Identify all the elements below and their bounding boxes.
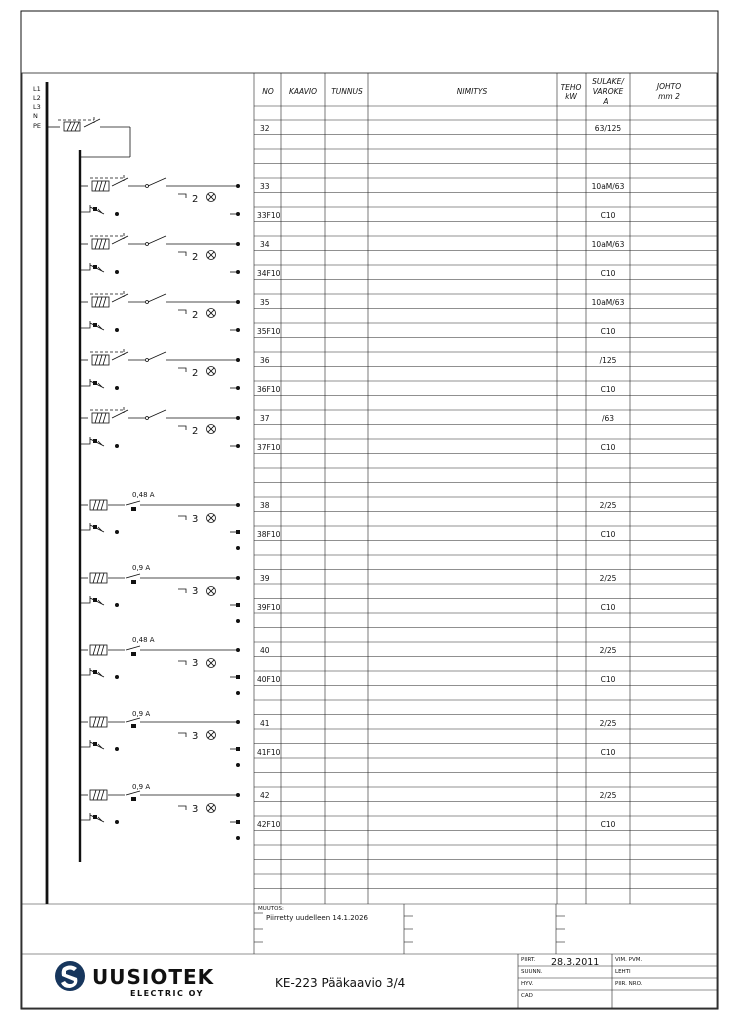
piir-nro-label: PIIR. NRO. [615, 981, 643, 987]
row-sulake: C10 [600, 820, 616, 829]
vim-pvm-label: VIM. PVM. [615, 957, 643, 963]
phase-count: 3 [192, 731, 199, 742]
row-sulake: 10aM/63 [591, 240, 625, 249]
piirt-label: PIIRT. [521, 957, 536, 963]
row-no: 35F10 [257, 327, 281, 336]
row-no: 40F10 [257, 675, 281, 684]
row-no: 38 [260, 501, 270, 510]
row-sulake: C10 [600, 211, 616, 220]
circuit-diagram [80, 175, 240, 840]
bus-label-pe: PE [33, 122, 42, 130]
row-sulake: C10 [600, 675, 616, 684]
header-varoke: VAROKE [592, 87, 624, 96]
row-no: 42 [260, 791, 270, 800]
row-no: 41F10 [257, 748, 281, 757]
suunn-label: SUUNN. [521, 969, 543, 975]
header-kaavio: KAAVIO [288, 87, 318, 96]
row-sulake: 10aM/63 [591, 298, 625, 307]
row-no: 33F10 [257, 211, 281, 220]
bus-label-l1: L1 [33, 85, 41, 93]
row-no: 32 [260, 124, 270, 133]
company-logo [55, 961, 215, 998]
phase-count: 3 [192, 804, 199, 815]
row-sulake: C10 [600, 443, 616, 452]
row-no: 35 [260, 298, 270, 307]
header-johto: JOHTO [656, 82, 682, 91]
company-subname: ELECTRIC OY [130, 989, 204, 998]
current-label: 0,9 A [132, 710, 151, 718]
current-labels [132, 491, 155, 791]
row-no: 39 [260, 574, 270, 583]
row-sulake: 63/125 [594, 124, 622, 133]
header-sulake: SULAKE/ [592, 77, 624, 86]
row-sulake: 10aM/63 [591, 182, 625, 191]
current-label: 0,48 A [132, 636, 155, 644]
muutos-section [22, 904, 717, 954]
phase-count: 2 [192, 252, 199, 263]
drawing-title: KE-223 Pääkaavio 3/4 [275, 976, 406, 990]
row-no: 33 [260, 182, 270, 191]
header-no: NO [262, 87, 274, 96]
row-sulake: C10 [600, 269, 616, 278]
row-no: 36F10 [257, 385, 281, 394]
row-no: 34F10 [257, 269, 281, 278]
lehti-label: LEHTI [615, 969, 631, 975]
hyv-label: HYV. [521, 981, 534, 987]
row-sulake: C10 [600, 530, 616, 539]
phase-count: 3 [192, 514, 199, 525]
company-logo-icon [55, 961, 85, 991]
row-no: 37F10 [257, 443, 281, 452]
muutos-label: MUUTOS: [258, 906, 284, 912]
row-no: 34 [260, 240, 270, 249]
row-no: 40 [260, 646, 270, 655]
header-johto-unit: mm 2 [658, 92, 680, 101]
current-label: 0,9 A [132, 564, 151, 572]
bus-label-l3: L3 [33, 103, 41, 111]
phase-count: 3 [192, 586, 199, 597]
phase-count: 2 [192, 310, 199, 321]
row-sulake: /125 [599, 356, 617, 365]
header-tunnus: TUNNUS [331, 87, 363, 96]
phase-count: 3 [192, 658, 199, 669]
row-no: 36 [260, 356, 270, 365]
cad-label: CAD [521, 993, 533, 999]
row-sulake: C10 [600, 748, 616, 757]
current-label: 0,48 A [132, 491, 155, 499]
row-sulake: 2/25 [599, 719, 617, 728]
company-name: UUSIOTEK [92, 965, 215, 989]
table-entries [257, 124, 625, 829]
row-sulake: C10 [600, 603, 616, 612]
current-label: 0,9 A [132, 783, 151, 791]
phase-count: 2 [192, 426, 199, 437]
table-grid [254, 73, 717, 904]
header-teho: TEHO [560, 83, 582, 92]
header-sulake-unit: A [603, 97, 609, 106]
row-no: 41 [260, 719, 270, 728]
phase-count: 2 [192, 194, 199, 205]
header-teho-unit: kW [565, 92, 577, 101]
bus-labels [33, 85, 41, 130]
row-no: 38F10 [257, 530, 281, 539]
row-sulake: 2/25 [599, 791, 617, 800]
row-sulake: 2/25 [599, 501, 617, 510]
row-no: 42F10 [257, 820, 281, 829]
row-no: 39F10 [257, 603, 281, 612]
row-sulake: /63 [601, 414, 615, 423]
row-sulake: C10 [600, 385, 616, 394]
header-nimitys: NIMITYS [456, 87, 488, 96]
row-no: 37 [260, 414, 270, 423]
incoming-breaker [47, 117, 130, 157]
drawing-date: 28.3.2011 [551, 957, 600, 968]
phase-count: 2 [192, 368, 199, 379]
bus-label-n: N [33, 112, 38, 120]
row-sulake: 2/25 [599, 574, 617, 583]
row-sulake: 2/25 [599, 646, 617, 655]
row-sulake: C10 [600, 327, 616, 336]
bus-label-l2: L2 [33, 94, 41, 102]
muutos-entry: Piirretty uudelleen 14.1.2026 [266, 914, 369, 922]
